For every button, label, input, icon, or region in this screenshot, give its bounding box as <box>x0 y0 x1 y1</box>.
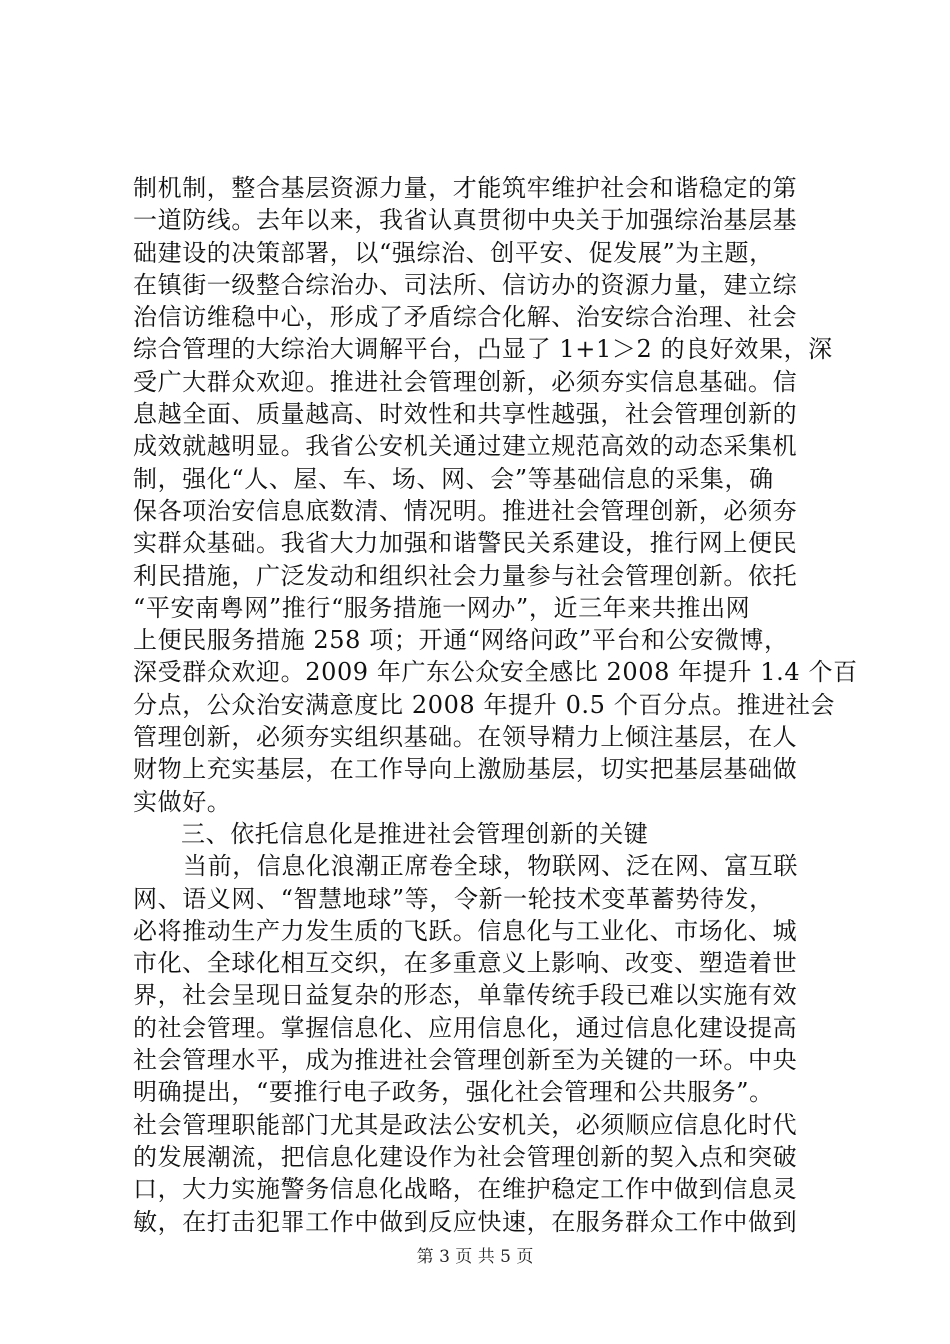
text-line: 明确提出，“要推行电子政务，强化社会管理和公共服务”。 <box>133 1078 774 1107</box>
text-line: 的发展潮流，把信息化建设作为社会管理创新的契入点和突破 <box>133 1142 798 1171</box>
text-line: 当前，信息化浪潮正席卷全球，物联网、泛在网、富互联 <box>183 852 798 881</box>
text-line: 分点，公众治安满意度比 2008 年提升 0.5 个百分点。推进社会 <box>133 690 836 719</box>
text-line: 上便民服务措施 258 项；开通“网络问政”平台和公安微博， <box>133 626 789 655</box>
text-line: 息越全面、质量越高、时效性和共享性越强，社会管理创新的 <box>133 400 798 429</box>
text-line: 界，社会呈现日益复杂的形态，单靠传统手段已难以实施有效 <box>133 981 798 1010</box>
text-line: “平安南粤网”推行“服务措施一网办”，近三年来共推出网 <box>133 593 751 622</box>
text-line: 口，大力实施警务信息化战略，在维护稳定工作中做到信息灵 <box>133 1175 798 1204</box>
text-line: 实做好。 <box>133 787 232 816</box>
text-line: 敏，在打击犯罪工作中做到反应快速，在服务群众工作中做到 <box>133 1207 798 1236</box>
text-line: 深受群众欢迎。2009 年广东公众安全感比 2008 年提升 1.4 个百 <box>133 658 858 687</box>
text-line: 必将推动生产力发生质的飞跃。信息化与工业化、市场化、城 <box>133 916 798 945</box>
text-line: 社会管理水平，成为推进社会管理创新至为关键的一环。中央 <box>133 1046 798 1075</box>
page-footer <box>0 1245 950 1269</box>
section-heading: 三、依托信息化是推进社会管理创新的关键 <box>181 819 649 848</box>
text-line: 制机制，整合基层资源力量，才能筑牢维护社会和谐稳定的第 <box>133 174 798 202</box>
text-line: 成效就越明显。我省公安机关通过建立规范高效的动态采集机 <box>133 432 798 461</box>
text-line: 市化、全球化相互交织，在多重意义上影响、改变、塑造着世 <box>133 949 798 978</box>
text-line: 管理创新，必须夯实组织基础。在领导精力上倾注基层，在人 <box>133 723 798 752</box>
text-line: 治信访维稳中心，形成了矛盾综合化解、治安综合治理、社会 <box>133 303 798 332</box>
text-line: 利民措施，广泛发动和组织社会力量参与社会管理创新。依托 <box>133 561 798 590</box>
text-line: 实群众基础。我省大力加强和谐警民关系建设，推行网上便民 <box>133 529 798 558</box>
text-line: 社会管理职能部门尤其是政法公安机关，必须顺应信息化时代 <box>133 1110 798 1139</box>
page-number: 第 3 页 共 5 页 <box>416 1247 534 1267</box>
text-line: 网、语义网、“智慧地球”等，令新一轮技术变革蓄势待发， <box>133 884 774 913</box>
text-line: 一道防线。去年以来，我省认真贯彻中央关于加强综治基层基 <box>133 206 798 235</box>
text-line: 受广大群众欢迎。推进社会管理创新，必须夯实信息基础。信 <box>133 367 798 396</box>
text-line: 财物上充实基层，在工作导向上激励基层，切实把基层基础做 <box>133 755 798 784</box>
document-body <box>133 172 858 1238</box>
text-line: 在镇街一级整合综治办、司法所、信访办的资源力量，建立综 <box>133 270 798 299</box>
text-line: 础建设的决策部署，以“强综治、创平安、促发展”为主题， <box>133 238 774 267</box>
text-line: 的社会管理。掌握信息化、应用信息化，通过信息化建设提高 <box>133 1013 798 1042</box>
text-line: 制，强化“人、屋、车、场、网、会”等基础信息的采集，确 <box>133 464 774 493</box>
text-line: 保各项治安信息底数清、情况明。推进社会管理创新，必须夯 <box>133 496 798 525</box>
text-line: 综合管理的大综治大调解平台，凸显了 1+1＞2 的良好效果，深 <box>133 335 833 364</box>
